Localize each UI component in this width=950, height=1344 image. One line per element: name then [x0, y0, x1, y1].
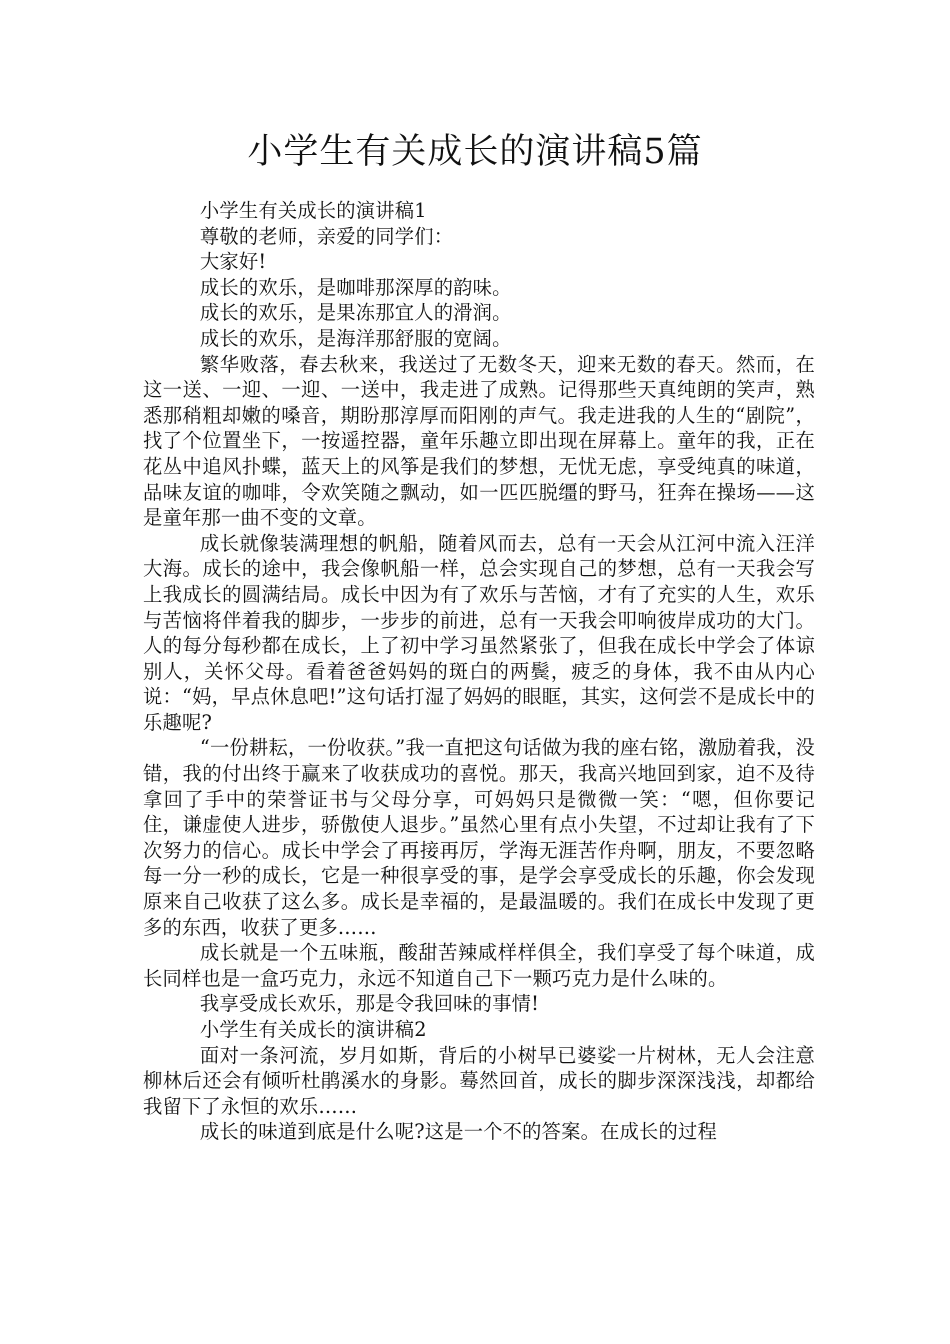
- document-title: 小学生有关成长的演讲稿5篇: [247, 132, 703, 172]
- section-heading-1: 小学生有关成长的演讲稿1: [199, 199, 427, 222]
- paragraph: 繁华败落，春去秋来，我送过了无数冬天，迎来无数的春天。然而，在这一送、一迎、一迎、一送中，我走进了成熟。记得那些天真纯朗的笑声，熟悉那稍粗却嫩的嗓音，期盼那淳厚而阳刚的声气。我走进我的人生的“剧院”，找了个位置坐下，一按遥控器，童年乐趣立即出现在屏幕上。童年的我，正在花丛中追风扑蝶，蓝天上的风筝是我们的梦想，无忧无虑，享受纯真的味道，品味友谊的咖啡，令欢笑随之飘动，如一匹匹脱缰的野马，狂奔在操场——这是童年那一曲不变的文章。: [143, 352, 815, 530]
- paragraph: “一份耕耘，一份收获。”我一直把这句话做为我的座右铭，激励着我，没错，我的付出终于赢来了收获成功的喜悦。那天，我高兴地回到家，迫不及待拿回了手中的荣誉证书与父母分享，可妈妈只是微微一笑：“嗯，但你要记住，谦虚使人进步，骄傲使人退步。”虽然心里有点小失望，不过却让我有了下次努力的信心。成长中学会了再接再厉，学海无涯苦作舟啊，朋友，不要忽略每一分一秒的成长，它是一种很享受的事，是学会享受成长的乐趣，你会发现原来自己收获了这么多。成长是幸福的，是最温暖的。我们在成长中发现了更多的东西，收获了更多……: [143, 736, 815, 939]
- paragraph: 成长的欢乐，是咖啡那深厚的韵味。: [199, 275, 512, 299]
- section-heading-2: 小学生有关成长的演讲稿2: [199, 1018, 427, 1041]
- paragraph: 我享受成长欢乐，那是令我回味的事情!: [199, 992, 540, 1016]
- greeting: 大家好!: [199, 250, 267, 274]
- paragraph: 成长就是一个五味瓶，酸甜苦辣咸样样俱全，我们享受了每个味道，成长同样也是一盒巧克力，永远不知道自己下一颗巧克力是什么味的。: [143, 941, 815, 990]
- paragraph: 成长的欢乐，是海洋那舒服的宽阔。: [199, 326, 512, 350]
- paragraph: 成长的欢乐，是果冻那宜人的滑润。: [199, 301, 512, 325]
- paragraph: 成长的味道到底是什么呢?这是一个不的答案。在成长的过程: [199, 1120, 717, 1144]
- paragraph: 成长就像装满理想的帆船，随着风而去，总有一天会从江河中流入汪洋大海。成长的途中，我会像帆船一样，总会实现自己的梦想，总有一天我会写上我成长的圆满结局。成长中因为有了欢乐与苦恼，才有了充实的人生，欢乐与苦恼将伴着我的脚步，一步步的前进，总有一天我会叩响彼岸成功的大门。人的每分每秒都在成长，上了初中学习虽然紧张了，但我在成长中学会了体谅别人，关怀父母。看着爸爸妈妈的斑白的两鬓，疲乏的身体，我不由从内心说：“妈，早点休息吧!”这句话打湿了妈妈的眼眶，其实，这何尝不是成长中的乐趣呢?: [143, 531, 815, 734]
- paragraph: 面对一条河流，岁月如斯，背后的小树早已婆娑一片树林，无人会注意柳林后还会有倾听杜鹃溪水的身影。蓦然回首，成长的脚步深深浅浅，却都给我留下了永恒的欢乐……: [143, 1043, 815, 1118]
- document-body: [143, 198, 815, 1145]
- salutation: 尊敬的老师，亲爱的同学们：: [199, 224, 454, 248]
